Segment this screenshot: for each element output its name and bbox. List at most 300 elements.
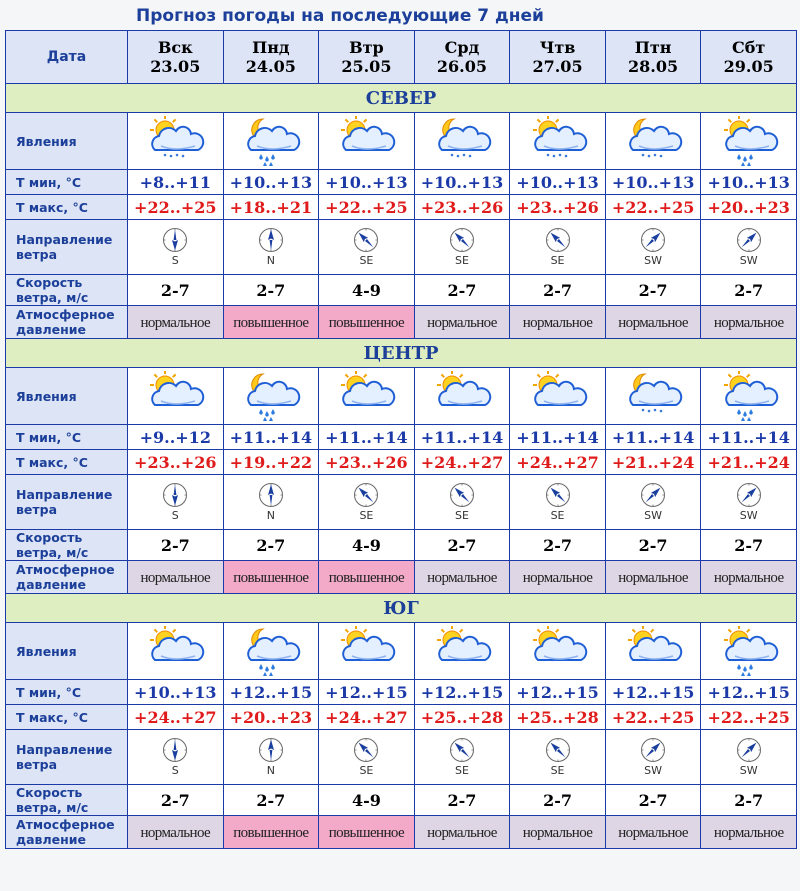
wind-compass-icon xyxy=(162,737,188,763)
wind-dir-label: SE xyxy=(550,509,565,522)
tmax-value: +21..+24 xyxy=(707,452,790,472)
wind-compass-icon xyxy=(449,482,475,508)
tmin-value: +11..+14 xyxy=(516,427,599,447)
tmax-value: +24..+27 xyxy=(516,452,599,472)
row-label-pressure: Атмосферное давление xyxy=(6,561,128,594)
phenomena-row xyxy=(6,113,797,170)
wind-speed-cell xyxy=(128,275,224,306)
tmin-cell xyxy=(605,425,701,450)
tmax-value: +23..+26 xyxy=(420,197,504,217)
pressure-value: повышенное xyxy=(328,825,405,841)
pressure-value: повышенное xyxy=(328,315,405,331)
wind-compass-icon xyxy=(736,482,762,508)
tmin-cell xyxy=(701,680,797,705)
wind-speed-cell xyxy=(128,530,224,561)
pressure-cell xyxy=(128,561,224,594)
phenomena-cell xyxy=(319,368,415,425)
wind-speed-cell xyxy=(510,275,606,306)
phenomena-cell xyxy=(128,368,224,425)
tmax-cell xyxy=(319,195,415,220)
wind-compass-icon xyxy=(545,227,571,253)
tmin-cell xyxy=(605,170,701,195)
wind-speed-cell xyxy=(414,785,510,816)
wind-speed-cell xyxy=(223,275,319,306)
header-row xyxy=(6,31,797,84)
phenomena-cell xyxy=(510,113,606,170)
row-label-wind-dir: Направление ветра xyxy=(6,730,128,785)
tmax-cell xyxy=(605,195,701,220)
tmin-value: +12..+15 xyxy=(707,682,790,702)
tmax-cell xyxy=(319,705,415,730)
pressure-value: повышенное xyxy=(328,570,405,586)
wind-dir-label: S xyxy=(171,764,179,777)
wind-speed-cell xyxy=(319,275,415,306)
phenomena-cell xyxy=(510,368,606,425)
wind-compass-icon xyxy=(353,482,379,508)
day-date: 23.05 xyxy=(150,57,201,76)
phenomena-cell xyxy=(128,623,224,680)
pressure-value: нормальное xyxy=(713,825,784,841)
tmin-cell xyxy=(414,680,510,705)
wind-dir-row xyxy=(6,220,797,275)
phenomena-cell xyxy=(605,623,701,680)
tmin-value: +10..+13 xyxy=(229,172,313,192)
wind-dir-cell xyxy=(414,730,510,785)
wind-compass-icon xyxy=(449,737,475,763)
wind-speed-cell xyxy=(605,275,701,306)
day-date: 24.05 xyxy=(245,57,296,76)
wind-speed-value: 2-7 xyxy=(160,280,190,300)
pressure-value: нормальное xyxy=(140,825,211,841)
wind-speed-value: 2-7 xyxy=(256,280,286,300)
day-of-week: Вск xyxy=(157,38,193,57)
pressure-value: нормальное xyxy=(522,570,593,586)
sun-cloud-rain-icon xyxy=(717,116,781,166)
pressure-cell xyxy=(223,816,319,849)
sun-cloud-snow-icon xyxy=(526,116,590,166)
pressure-cell xyxy=(510,306,606,339)
sun-cloud-rain-icon xyxy=(717,626,781,676)
wind-speed-cell xyxy=(510,530,606,561)
wind-dir-cell xyxy=(510,475,606,530)
phenomena-cell xyxy=(701,113,797,170)
wind-dir-label: SW xyxy=(739,509,758,522)
phenomena-cell xyxy=(701,368,797,425)
tmax-cell xyxy=(701,450,797,475)
wind-speed-cell xyxy=(701,275,797,306)
day-date: 29.05 xyxy=(723,57,774,76)
wind-speed-value: 2-7 xyxy=(638,535,668,555)
pressure-value: нормальное xyxy=(522,825,593,841)
wind-speed-value: 2-7 xyxy=(734,535,764,555)
phenomena-cell xyxy=(319,113,415,170)
wind-speed-value: 2-7 xyxy=(256,790,286,810)
day-of-week: Чтв xyxy=(539,38,576,57)
pressure-value: нормальное xyxy=(140,315,211,331)
wind-speed-cell xyxy=(605,785,701,816)
wind-compass-icon xyxy=(162,227,188,253)
tmax-cell xyxy=(414,705,510,730)
wind-dir-label: SE xyxy=(359,509,374,522)
sun-cloud-icon xyxy=(334,626,398,676)
row-label-phenomena: Явления xyxy=(6,368,128,425)
tmin-value: +12..+15 xyxy=(611,682,695,702)
region-row xyxy=(6,594,797,623)
pressure-row xyxy=(6,816,797,849)
wind-dir-cell xyxy=(128,730,224,785)
day-date: 27.05 xyxy=(532,57,583,76)
wind-speed-value: 4-9 xyxy=(351,790,381,810)
phenomena-cell xyxy=(510,623,606,680)
pressure-value: повышенное xyxy=(233,570,309,586)
row-label-pressure: Атмосферное давление xyxy=(6,816,128,849)
tmin-value: +9..+12 xyxy=(139,427,211,447)
tmax-value: +25..+28 xyxy=(516,707,599,727)
pressure-value: повышенное xyxy=(233,315,309,331)
wind-dir-label: N xyxy=(266,764,275,777)
tmin-value: +12..+15 xyxy=(229,682,313,702)
pressure-value: нормальное xyxy=(618,825,688,841)
pressure-value: повышенное xyxy=(233,825,309,841)
wind-compass-icon xyxy=(258,482,284,508)
tmax-value: +22..+25 xyxy=(707,707,790,727)
day-date: 26.05 xyxy=(436,57,488,76)
tmin-value: +11..+14 xyxy=(420,427,504,447)
tmax-row xyxy=(6,705,797,730)
wind-speed-row xyxy=(6,530,797,561)
tmin-row xyxy=(6,680,797,705)
tmax-value: +23..+26 xyxy=(325,452,408,472)
day-header xyxy=(319,31,415,84)
wind-dir-row xyxy=(6,475,797,530)
day-of-week: Птн xyxy=(634,38,672,57)
sun-cloud-icon xyxy=(334,371,398,421)
wind-compass-icon xyxy=(640,737,666,763)
pressure-cell xyxy=(701,561,797,594)
tmin-cell xyxy=(319,680,415,705)
tmax-value: +25..+28 xyxy=(420,707,504,727)
wind-dir-cell xyxy=(414,220,510,275)
tmin-cell xyxy=(510,425,606,450)
tmin-cell xyxy=(605,680,701,705)
phenomena-cell xyxy=(701,623,797,680)
wind-dir-label: SW xyxy=(644,509,663,522)
wind-dir-cell xyxy=(701,220,797,275)
row-label-tmin: Т мин, °С xyxy=(6,170,128,195)
phenomena-cell xyxy=(414,623,510,680)
row-label-tmax: Т макс, °С xyxy=(6,195,128,220)
row-label-wind-speed: Скорость ветра, м/с xyxy=(6,530,128,561)
wind-dir-cell xyxy=(223,220,319,275)
tmax-cell xyxy=(414,450,510,475)
day-header xyxy=(701,31,797,84)
wind-speed-cell xyxy=(223,785,319,816)
wind-dir-label: S xyxy=(171,254,179,267)
pressure-cell xyxy=(319,306,415,339)
wind-dir-cell xyxy=(319,475,415,530)
wind-dir-cell xyxy=(605,475,701,530)
wind-speed-cell xyxy=(319,530,415,561)
tmin-value: +10..+13 xyxy=(325,172,408,192)
tmin-value: +10..+13 xyxy=(420,172,504,192)
sun-cloud-snow-icon xyxy=(143,116,207,166)
pressure-cell xyxy=(223,306,319,339)
wind-speed-value: 2-7 xyxy=(638,790,668,810)
tmax-value: +23..+26 xyxy=(134,452,217,472)
tmax-cell xyxy=(128,705,224,730)
tmin-value: +12..+15 xyxy=(325,682,408,702)
tmax-cell xyxy=(223,195,319,220)
pressure-cell xyxy=(223,561,319,594)
wind-speed-row xyxy=(6,275,797,306)
tmin-value: +11..+14 xyxy=(229,427,313,447)
pressure-cell xyxy=(605,306,701,339)
pressure-cell xyxy=(128,816,224,849)
moon-cloud-snow-icon xyxy=(430,116,494,166)
wind-compass-icon xyxy=(449,227,475,253)
wind-compass-icon xyxy=(353,737,379,763)
wind-compass-icon xyxy=(353,227,379,253)
sun-cloud-rain-icon xyxy=(717,371,781,421)
day-header xyxy=(414,31,510,84)
row-label-tmin: Т мин, °С xyxy=(6,425,128,450)
tmin-cell xyxy=(223,170,319,195)
pressure-row xyxy=(6,306,797,339)
day-of-week: Пнд xyxy=(252,38,290,57)
wind-dir-label: SW xyxy=(644,764,663,777)
day-of-week: Сбт xyxy=(732,38,766,57)
wind-dir-cell xyxy=(223,475,319,530)
pressure-cell xyxy=(414,561,510,594)
tmin-cell xyxy=(319,425,415,450)
wind-speed-cell xyxy=(128,785,224,816)
wind-speed-value: 2-7 xyxy=(734,790,764,810)
wind-speed-value: 2-7 xyxy=(638,280,668,300)
wind-dir-cell xyxy=(414,475,510,530)
wind-dir-cell xyxy=(128,220,224,275)
sun-cloud-icon xyxy=(430,626,494,676)
region-row xyxy=(6,339,797,368)
wind-speed-value: 2-7 xyxy=(447,535,477,555)
wind-compass-icon xyxy=(736,737,762,763)
wind-compass-icon xyxy=(736,227,762,253)
pressure-cell xyxy=(414,816,510,849)
date-header-label: Дата xyxy=(6,31,128,84)
wind-speed-cell xyxy=(319,785,415,816)
wind-dir-label: SW xyxy=(644,254,663,267)
row-label-phenomena: Явления xyxy=(6,623,128,680)
pressure-value: нормальное xyxy=(713,315,784,331)
tmin-cell xyxy=(414,425,510,450)
wind-dir-cell xyxy=(223,730,319,785)
tmin-cell xyxy=(701,170,797,195)
sun-cloud-icon xyxy=(526,626,590,676)
tmax-row xyxy=(6,450,797,475)
tmax-value: +24..+27 xyxy=(325,707,408,727)
wind-speed-value: 2-7 xyxy=(160,790,190,810)
tmax-row xyxy=(6,195,797,220)
tmax-cell xyxy=(510,450,606,475)
wind-dir-cell xyxy=(605,220,701,275)
wind-compass-icon xyxy=(258,227,284,253)
tmin-value: +10..+13 xyxy=(611,172,695,192)
pressure-cell xyxy=(510,816,606,849)
wind-compass-icon xyxy=(258,737,284,763)
wind-dir-cell xyxy=(701,730,797,785)
pressure-cell xyxy=(128,306,224,339)
phenomena-cell xyxy=(128,113,224,170)
tmin-value: +11..+14 xyxy=(611,427,695,447)
tmin-value: +10..+13 xyxy=(134,682,217,702)
tmin-value: +10..+13 xyxy=(516,172,599,192)
pressure-cell xyxy=(319,816,415,849)
row-label-wind-dir: Направление ветра xyxy=(6,475,128,530)
sun-cloud-icon xyxy=(526,371,590,421)
pressure-value: нормальное xyxy=(427,825,497,841)
wind-speed-cell xyxy=(414,530,510,561)
row-label-wind-dir: Направление ветра xyxy=(6,220,128,275)
phenomena-cell xyxy=(414,368,510,425)
pressure-value: нормальное xyxy=(618,315,688,331)
moon-cloud-snow-icon xyxy=(621,371,685,421)
phenomena-cell xyxy=(223,113,319,170)
tmin-cell xyxy=(414,170,510,195)
sun-cloud-icon xyxy=(430,371,494,421)
tmax-cell xyxy=(510,195,606,220)
tmin-cell xyxy=(223,425,319,450)
row-label-tmin: Т мин, °С xyxy=(6,680,128,705)
wind-speed-row xyxy=(6,785,797,816)
wind-dir-label: S xyxy=(171,509,179,522)
row-label-phenomena: Явления xyxy=(6,113,128,170)
wind-speed-value: 2-7 xyxy=(256,535,286,555)
wind-dir-label: SE xyxy=(359,764,374,777)
tmin-value: +12..+15 xyxy=(516,682,599,702)
day-of-week: Втр xyxy=(349,38,384,57)
wind-speed-cell xyxy=(701,530,797,561)
tmax-value: +18..+21 xyxy=(229,197,313,217)
day-header xyxy=(605,31,701,84)
tmin-cell xyxy=(701,425,797,450)
pressure-cell xyxy=(414,306,510,339)
wind-compass-icon xyxy=(545,482,571,508)
wind-dir-cell xyxy=(510,220,606,275)
moon-cloud-rain-icon xyxy=(239,626,303,676)
pressure-cell xyxy=(701,306,797,339)
tmax-cell xyxy=(605,450,701,475)
phenomena-row xyxy=(6,623,797,680)
tmin-cell xyxy=(128,680,224,705)
tmin-cell xyxy=(510,170,606,195)
pressure-value: нормальное xyxy=(713,570,784,586)
phenomena-cell xyxy=(319,623,415,680)
tmin-row xyxy=(6,425,797,450)
sun-cloud-icon xyxy=(143,626,207,676)
pressure-cell xyxy=(510,561,606,594)
wind-speed-cell xyxy=(223,530,319,561)
wind-dir-label: SE xyxy=(550,254,565,267)
wind-speed-cell xyxy=(414,275,510,306)
phenomena-cell xyxy=(605,113,701,170)
phenomena-cell xyxy=(223,623,319,680)
moon-cloud-rain-icon xyxy=(239,371,303,421)
tmax-value: +24..+27 xyxy=(134,707,217,727)
tmax-cell xyxy=(128,450,224,475)
wind-compass-icon xyxy=(545,737,571,763)
moon-cloud-rain-icon xyxy=(239,116,303,166)
wind-speed-value: 4-9 xyxy=(351,280,381,300)
wind-speed-cell xyxy=(701,785,797,816)
wind-dir-row xyxy=(6,730,797,785)
region-name: СЕВЕР xyxy=(6,84,797,113)
phenomena-cell xyxy=(605,368,701,425)
wind-compass-icon xyxy=(162,482,188,508)
wind-speed-value: 2-7 xyxy=(734,280,764,300)
wind-compass-icon xyxy=(640,227,666,253)
pressure-row xyxy=(6,561,797,594)
wind-dir-label: N xyxy=(266,509,275,522)
tmin-cell xyxy=(319,170,415,195)
wind-speed-cell xyxy=(510,785,606,816)
wind-dir-label: SE xyxy=(455,764,469,777)
pressure-cell xyxy=(605,816,701,849)
row-label-wind-speed: Скорость ветра, м/с xyxy=(6,785,128,816)
day-date: 25.05 xyxy=(341,57,392,76)
day-header xyxy=(510,31,606,84)
wind-dir-label: SE xyxy=(359,254,374,267)
tmin-cell xyxy=(510,680,606,705)
tmax-value: +22..+25 xyxy=(611,707,695,727)
tmax-value: +19..+22 xyxy=(229,452,313,472)
day-header xyxy=(128,31,224,84)
wind-compass-icon xyxy=(640,482,666,508)
region-name: ЮГ xyxy=(6,594,797,623)
tmax-value: +22..+25 xyxy=(611,197,695,217)
row-label-pressure: Атмосферное давление xyxy=(6,306,128,339)
wind-dir-cell xyxy=(605,730,701,785)
wind-dir-label: SE xyxy=(550,764,565,777)
tmin-cell xyxy=(128,170,224,195)
tmin-cell xyxy=(128,425,224,450)
row-label-tmax: Т макс, °С xyxy=(6,705,128,730)
sun-cloud-icon xyxy=(334,116,398,166)
sun-cloud-icon xyxy=(143,371,207,421)
phenomena-row xyxy=(6,368,797,425)
wind-dir-label: SW xyxy=(739,764,758,777)
forecast-body xyxy=(6,84,797,849)
tmax-value: +22..+25 xyxy=(134,197,217,217)
tmin-row xyxy=(6,170,797,195)
wind-dir-cell xyxy=(701,475,797,530)
wind-speed-value: 2-7 xyxy=(543,535,572,555)
tmax-value: +20..+23 xyxy=(229,707,313,727)
wind-dir-cell xyxy=(128,475,224,530)
wind-dir-label: SW xyxy=(739,254,758,267)
tmax-cell xyxy=(319,450,415,475)
tmax-cell xyxy=(510,705,606,730)
pressure-cell xyxy=(319,561,415,594)
tmax-value: +20..+23 xyxy=(707,197,790,217)
tmin-value: +10..+13 xyxy=(707,172,790,192)
wind-dir-label: SE xyxy=(455,254,469,267)
wind-dir-label: N xyxy=(266,254,275,267)
tmax-value: +21..+24 xyxy=(611,452,695,472)
tmax-cell xyxy=(701,705,797,730)
phenomena-cell xyxy=(223,368,319,425)
tmax-value: +22..+25 xyxy=(325,197,408,217)
pressure-value: нормальное xyxy=(427,570,497,586)
phenomena-cell xyxy=(414,113,510,170)
